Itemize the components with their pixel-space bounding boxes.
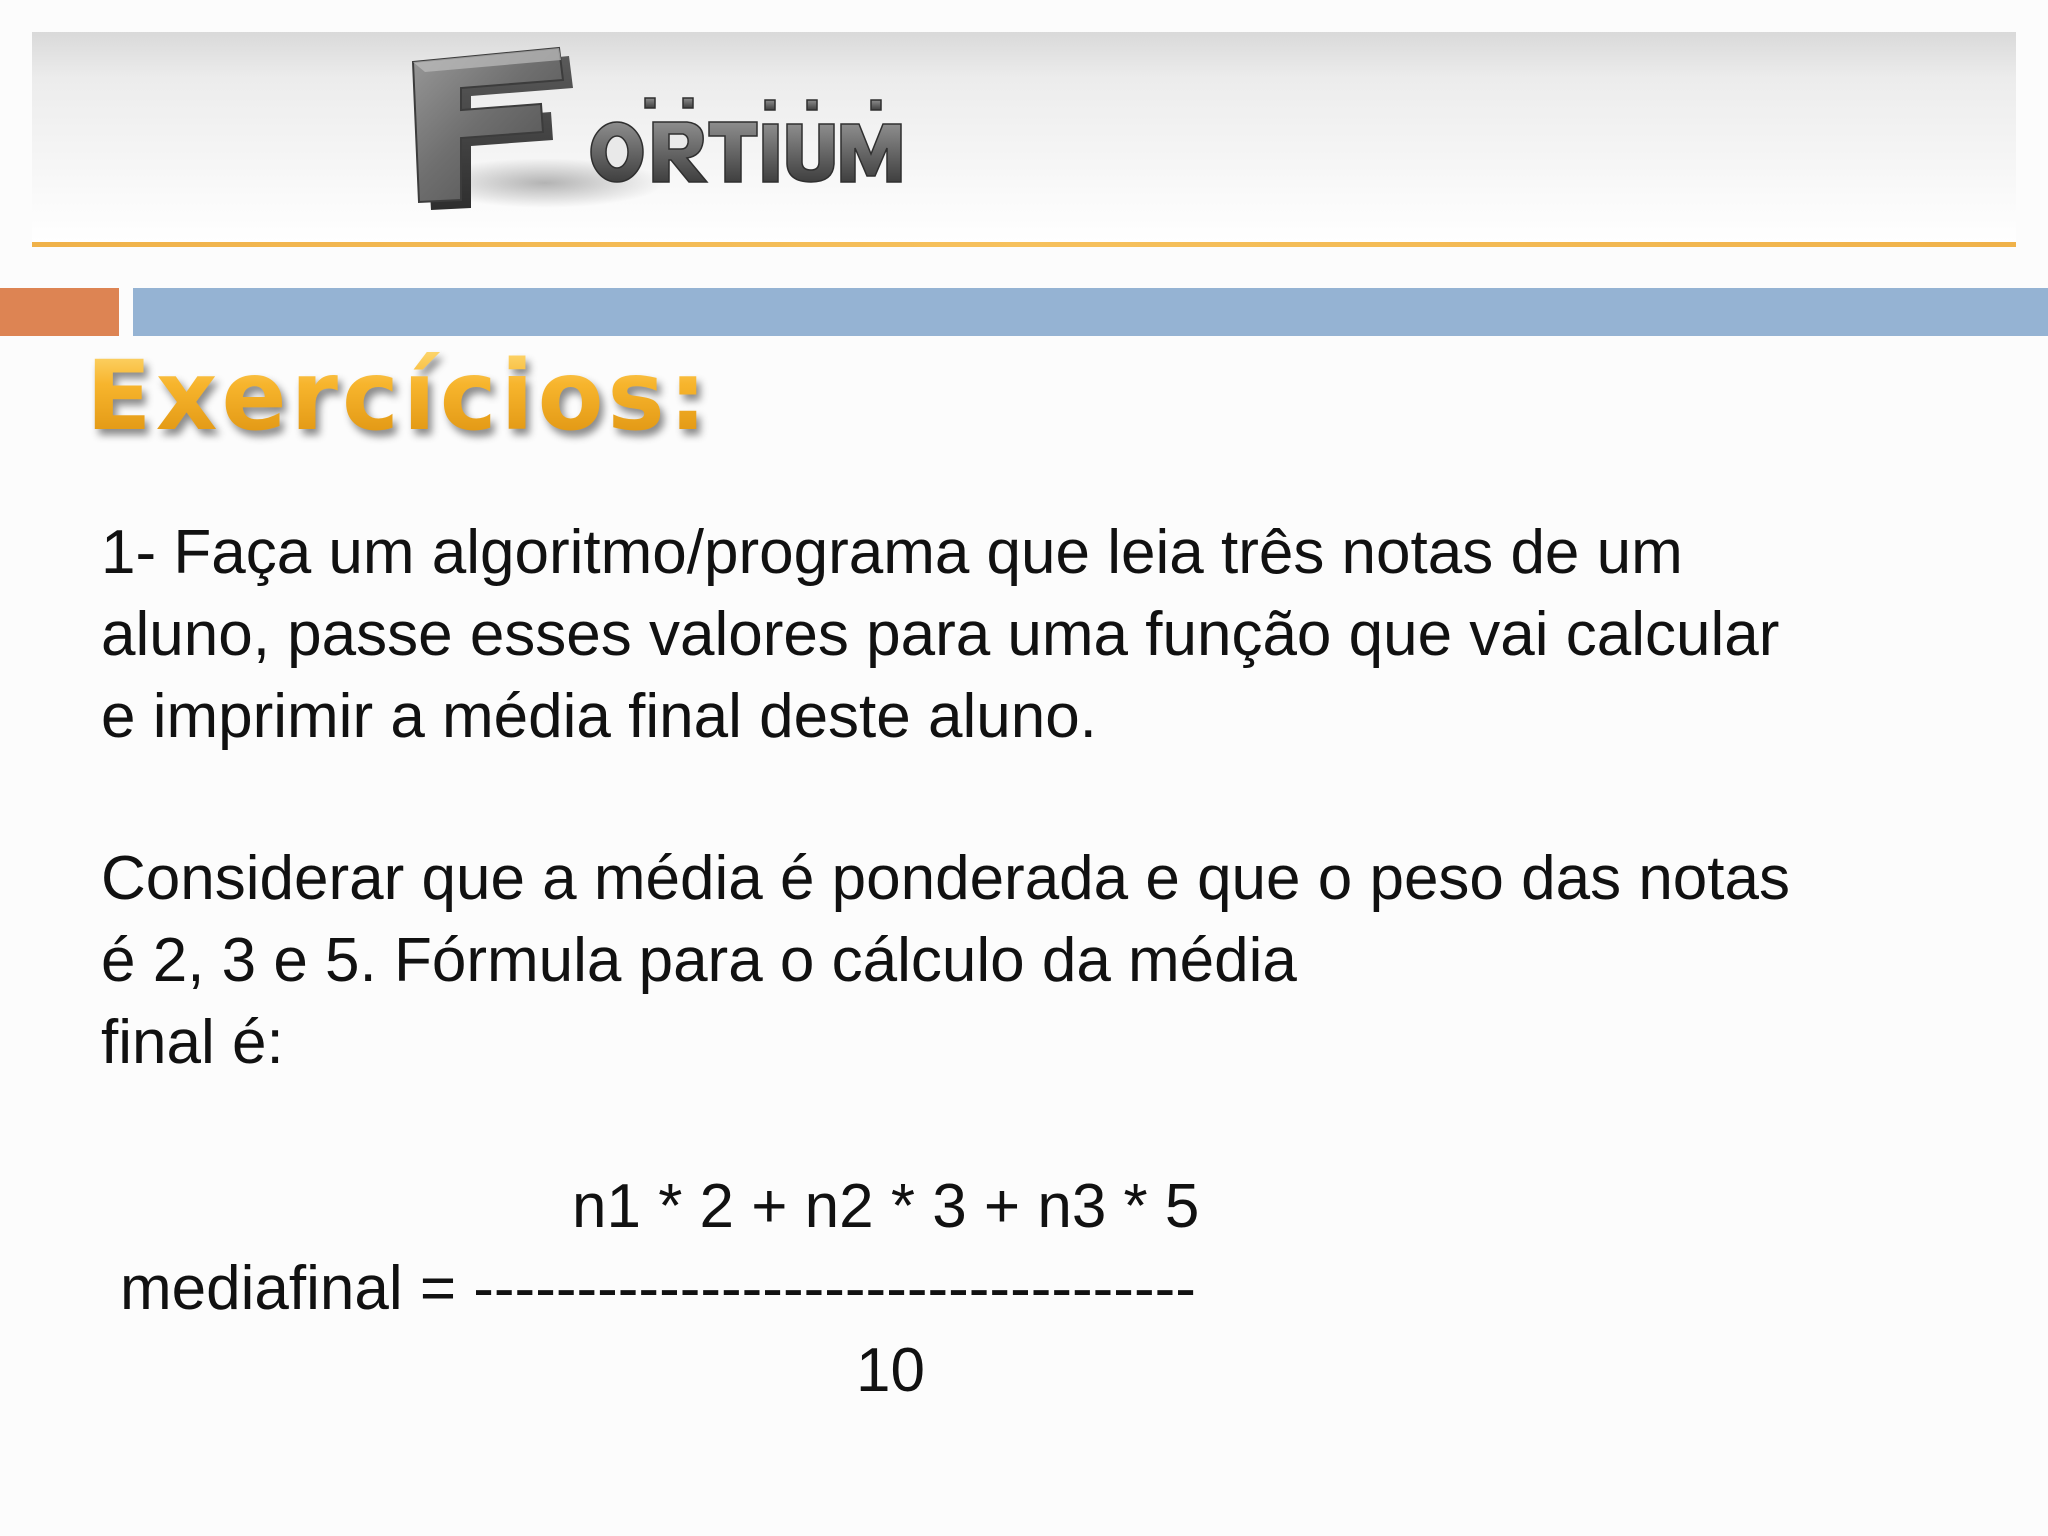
header-banner — [32, 32, 2016, 242]
formula-denominator: 10 — [856, 1336, 925, 1405]
formula-main-line: mediafinal = ----------------------------------- — [120, 1254, 1196, 1323]
text-line: é 2, 3 e 5. Fórmula para o cálculo da média — [101, 926, 1297, 995]
text-line: e imprimir a média final deste aluno. — [101, 682, 1097, 751]
text-line: 1- Faça um algoritmo/programa que leia três notas de um — [101, 518, 1683, 587]
text-line: aluno, passe esses valores para uma função que vai calcular — [101, 600, 1780, 669]
text-line: final é: — [101, 1008, 284, 1077]
slide-title: Exercícios: — [86, 336, 711, 456]
text-line: Considerar que a média é ponderada e que o peso das notas — [101, 844, 1790, 913]
exercise-instructions — [101, 838, 2001, 1084]
exercise-statement — [101, 512, 2001, 758]
title-divider-bar — [133, 288, 2048, 336]
formula-numerator: n1 * 2 + n2 * 3 + n3 * 5 — [572, 1172, 1200, 1241]
header-underline — [32, 242, 2016, 247]
accent-bar — [0, 288, 119, 336]
logo-letters-ortium — [591, 98, 901, 182]
fortium-logo — [395, 42, 995, 212]
logo-letter-f — [413, 48, 573, 210]
